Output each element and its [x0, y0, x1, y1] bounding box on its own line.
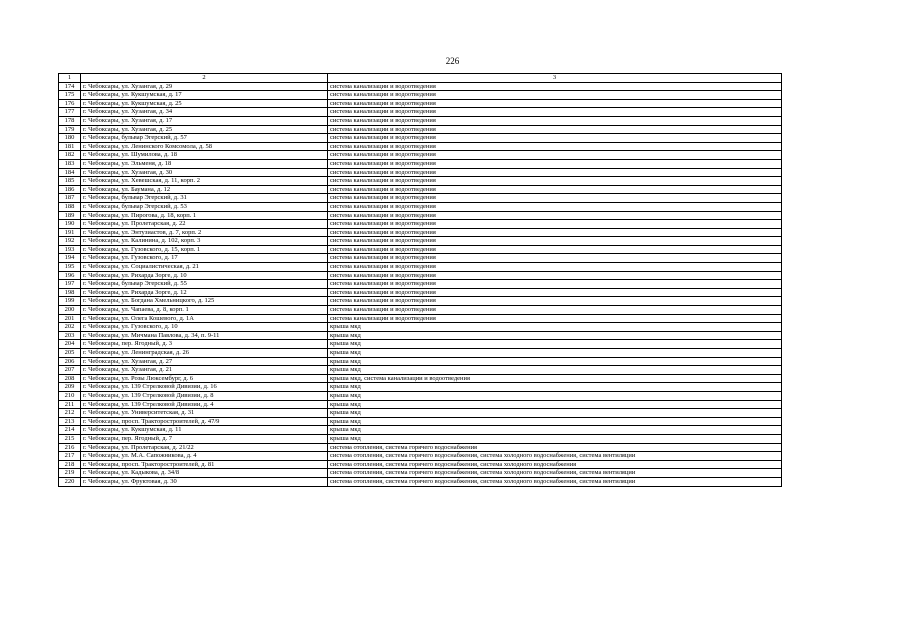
row-number-cell: 189	[59, 211, 81, 220]
address-cell: г. Чебоксары, ул. Хузангая, д. 30	[81, 168, 328, 177]
row-number-cell: 196	[59, 271, 81, 280]
row-number-cell: 183	[59, 159, 81, 168]
address-cell: г. Чебоксары, бульвар Эгерский, д. 55	[81, 280, 328, 289]
row-number-cell: 200	[59, 306, 81, 315]
row-number-cell: 216	[59, 443, 81, 452]
row-number-cell: 215	[59, 434, 81, 443]
row-number-cell: 195	[59, 263, 81, 272]
row-number-cell: 209	[59, 383, 81, 392]
row-number-cell: 190	[59, 220, 81, 229]
works-cell: система отопления, система горячего водоснабжения, система холодного водоснабжения, система вентиляции	[328, 477, 782, 486]
table-row	[59, 159, 782, 168]
table-row	[59, 82, 782, 91]
table-row	[59, 211, 782, 220]
table-row	[59, 383, 782, 392]
table-row	[59, 434, 782, 443]
row-number-cell: 213	[59, 417, 81, 426]
address-cell: г. Чебоксары, ул. Хузангая, д. 25	[81, 125, 328, 134]
row-number-cell: 217	[59, 452, 81, 461]
row-number-cell: 178	[59, 116, 81, 125]
works-cell: крыша мкд	[328, 391, 782, 400]
works-cell: крыша мкд	[328, 323, 782, 332]
table-row	[59, 194, 782, 203]
register-table	[58, 73, 782, 487]
row-number-cell: 176	[59, 99, 81, 108]
works-cell: крыша мкд	[328, 426, 782, 435]
address-cell: г. Чебоксары, ул. Мичмана Павлова, д. 34, п. 9-11	[81, 331, 328, 340]
table-row	[59, 108, 782, 117]
address-cell: г. Чебоксары, ул. Богдана Хмельницкого, д. 125	[81, 297, 328, 306]
address-cell: г. Чебоксары, бульвар Эгерский, д. 57	[81, 134, 328, 143]
address-cell: г. Чебоксары, ул. Кукшумская, д. 25	[81, 99, 328, 108]
table-row	[59, 280, 782, 289]
works-cell: крыша мкд, система канализации и водоотведения	[328, 374, 782, 383]
table-row	[59, 254, 782, 263]
works-cell: крыша мкд	[328, 383, 782, 392]
address-cell: г. Чебоксары, ул. Баумана, д. 12	[81, 185, 328, 194]
row-number-cell: 197	[59, 280, 81, 289]
row-number-cell: 202	[59, 323, 81, 332]
address-cell: г. Чебоксары, ул. Гузовского, д. 15, корп. 1	[81, 245, 328, 254]
table-row	[59, 460, 782, 469]
table-row	[59, 340, 782, 349]
works-cell: система канализации и водоотведения	[328, 314, 782, 323]
address-cell: г. Чебоксары, ул. 139 Стрелковой Дивизии, д. 4	[81, 400, 328, 409]
row-number-cell: 214	[59, 426, 81, 435]
table-header-row	[59, 74, 782, 83]
works-cell: система канализации и водоотведения	[328, 280, 782, 289]
works-cell: система канализации и водоотведения	[328, 82, 782, 91]
table-row	[59, 116, 782, 125]
row-number-cell: 174	[59, 82, 81, 91]
address-cell: г. Чебоксары, ул. Калинина, д. 102, корп. 3	[81, 237, 328, 246]
table-row	[59, 220, 782, 229]
works-cell: крыша мкд	[328, 409, 782, 418]
address-cell: г. Чебоксары, ул. Энтузиастов, д. 7, корп. 2	[81, 228, 328, 237]
row-number-cell: 186	[59, 185, 81, 194]
address-cell: г. Чебоксары, ул. Кукшумская, д. 11	[81, 426, 328, 435]
address-cell: г. Чебоксары, ул. Хузангая, д. 17	[81, 116, 328, 125]
table-row	[59, 357, 782, 366]
row-number-cell: 192	[59, 237, 81, 246]
table-row	[59, 91, 782, 100]
table-row	[59, 185, 782, 194]
row-number-cell: 220	[59, 477, 81, 486]
works-cell: система канализации и водоотведения	[328, 177, 782, 186]
works-cell: система канализации и водоотведения	[328, 151, 782, 160]
address-cell: г. Чебоксары, бульвар Эгерский, д. 31	[81, 194, 328, 203]
address-cell: г. Чебоксары, бульвар Эгерский, д. 53	[81, 202, 328, 211]
works-cell: крыша мкд	[328, 434, 782, 443]
table-row	[59, 477, 782, 486]
address-cell: г. Чебоксары, ул. 139 Стрелковой Дивизии, д. 8	[81, 391, 328, 400]
row-number-cell: 204	[59, 340, 81, 349]
column-header-1: 1	[59, 74, 81, 83]
works-cell: крыша мкд	[328, 400, 782, 409]
table-row	[59, 271, 782, 280]
works-cell: система отопления, система горячего водоснабжения, система холодного водоснабжения, система вентиляции	[328, 469, 782, 478]
table-row	[59, 202, 782, 211]
table-row	[59, 297, 782, 306]
works-cell: система канализации и водоотведения	[328, 306, 782, 315]
row-number-cell: 181	[59, 142, 81, 151]
works-cell: система отопления, система горячего водоснабжения, система холодного водоснабжения	[328, 460, 782, 469]
address-cell: г. Чебоксары, ул. Кукшумская, д. 17	[81, 91, 328, 100]
works-cell: система канализации и водоотведения	[328, 254, 782, 263]
works-cell: система канализации и водоотведения	[328, 202, 782, 211]
works-cell: система канализации и водоотведения	[328, 220, 782, 229]
works-cell: система канализации и водоотведения	[328, 134, 782, 143]
works-cell: система канализации и водоотведения	[328, 116, 782, 125]
address-cell: г. Чебоксары, ул. Пролетарская, д. 22	[81, 220, 328, 229]
address-cell: г. Чебоксары, ул. Ленинского Комсомола, д. 58	[81, 142, 328, 151]
table-row	[59, 314, 782, 323]
address-cell: г. Чебоксары, ул. Ленинградская, д. 26	[81, 349, 328, 358]
row-number-cell: 182	[59, 151, 81, 160]
table-row	[59, 142, 782, 151]
address-cell: г. Чебоксары, ул. Университетская, д. 31	[81, 409, 328, 418]
table-row	[59, 409, 782, 418]
works-cell: система канализации и водоотведения	[328, 159, 782, 168]
table-row	[59, 443, 782, 452]
page-number: 226	[445, 56, 460, 66]
row-number-cell: 203	[59, 331, 81, 340]
works-cell: система канализации и водоотведения	[328, 185, 782, 194]
table-row	[59, 288, 782, 297]
works-cell: крыша мкд	[328, 357, 782, 366]
works-cell: система канализации и водоотведения	[328, 288, 782, 297]
address-cell: г. Чебоксары, пер. Ягодный, д. 3	[81, 340, 328, 349]
table-row	[59, 366, 782, 375]
address-cell: г. Чебоксары, ул. Хузангая, д. 27	[81, 357, 328, 366]
works-cell: система канализации и водоотведения	[328, 228, 782, 237]
address-cell: г. Чебоксары, ул. Хевешская, д. 11, корп. 2	[81, 177, 328, 186]
row-number-cell: 175	[59, 91, 81, 100]
address-cell: г. Чебоксары, пер. Ягодный, д. 7	[81, 434, 328, 443]
works-cell: система канализации и водоотведения	[328, 125, 782, 134]
table-row	[59, 168, 782, 177]
table-row	[59, 125, 782, 134]
works-cell: система канализации и водоотведения	[328, 91, 782, 100]
row-number-cell: 180	[59, 134, 81, 143]
address-cell: г. Чебоксары, ул. 139 Стрелковой Дивизии, д. 16	[81, 383, 328, 392]
column-header-3: 3	[328, 74, 782, 83]
table-row	[59, 245, 782, 254]
works-cell: система канализации и водоотведения	[328, 108, 782, 117]
address-cell: г. Чебоксары, ул. Социалистическая, д. 21	[81, 263, 328, 272]
table-row	[59, 426, 782, 435]
works-cell: крыша мкд	[328, 349, 782, 358]
table-row	[59, 331, 782, 340]
address-cell: г. Чебоксары, ул. Олега Кошевого, д. 1А	[81, 314, 328, 323]
table-row	[59, 349, 782, 358]
works-cell: система канализации и водоотведения	[328, 245, 782, 254]
row-number-cell: 218	[59, 460, 81, 469]
table-row	[59, 228, 782, 237]
row-number-cell: 201	[59, 314, 81, 323]
row-number-cell: 177	[59, 108, 81, 117]
works-cell: крыша мкд	[328, 417, 782, 426]
row-number-cell: 179	[59, 125, 81, 134]
works-cell: система канализации и водоотведения	[328, 263, 782, 272]
address-cell: г. Чебоксары, ул. Эльменя, д. 18	[81, 159, 328, 168]
address-cell: г. Чебоксары, ул. Шумилова, д. 18	[81, 151, 328, 160]
row-number-cell: 198	[59, 288, 81, 297]
works-cell: крыша мкд	[328, 340, 782, 349]
table-row	[59, 177, 782, 186]
address-cell: г. Чебоксары, ул. Рихарда Зорге, д. 12	[81, 288, 328, 297]
row-number-cell: 191	[59, 228, 81, 237]
works-cell: система отопления, система горячего водоснабжения	[328, 443, 782, 452]
table-row	[59, 452, 782, 461]
address-cell: г. Чебоксары, ул. Гузовского, д. 10	[81, 323, 328, 332]
row-number-cell: 208	[59, 374, 81, 383]
works-cell: система канализации и водоотведения	[328, 194, 782, 203]
address-cell: г. Чебоксары, просп. Тракторостроителей, д. 81	[81, 460, 328, 469]
table-row	[59, 323, 782, 332]
table-row	[59, 374, 782, 383]
works-cell: система канализации и водоотведения	[328, 297, 782, 306]
table-row	[59, 151, 782, 160]
works-cell: крыша мкд	[328, 366, 782, 375]
works-cell: крыша мкд	[328, 331, 782, 340]
row-number-cell: 193	[59, 245, 81, 254]
address-cell: г. Чебоксары, просп. Тракторостроителей, д. 47/9	[81, 417, 328, 426]
row-number-cell: 205	[59, 349, 81, 358]
table-row	[59, 400, 782, 409]
row-number-cell: 188	[59, 202, 81, 211]
address-cell: г. Чебоксары, ул. Хузангая, д. 21	[81, 366, 328, 375]
table-row	[59, 391, 782, 400]
address-cell: г. Чебоксары, ул. Рихарда Зорге, д. 10	[81, 271, 328, 280]
address-cell: г. Чебоксары, ул. Пирогова, д. 18, корп. 1	[81, 211, 328, 220]
row-number-cell: 184	[59, 168, 81, 177]
row-number-cell: 185	[59, 177, 81, 186]
address-cell: г. Чебоксары, ул. Гузовского, д. 17	[81, 254, 328, 263]
row-number-cell: 206	[59, 357, 81, 366]
works-cell: система канализации и водоотведения	[328, 142, 782, 151]
table-row	[59, 237, 782, 246]
row-number-cell: 219	[59, 469, 81, 478]
works-cell: система канализации и водоотведения	[328, 237, 782, 246]
address-cell: г. Чебоксары, ул. Кадыкова, д. 34/8	[81, 469, 328, 478]
row-number-cell: 199	[59, 297, 81, 306]
works-cell: система канализации и водоотведения	[328, 99, 782, 108]
address-cell: г. Чебоксары, ул. Чапаева, д. 8, корп. 1	[81, 306, 328, 315]
address-cell: г. Чебоксары, ул. Фруктовая, д. 30	[81, 477, 328, 486]
column-header-2: 2	[81, 74, 328, 83]
row-number-cell: 210	[59, 391, 81, 400]
works-cell: система канализации и водоотведения	[328, 211, 782, 220]
table-row	[59, 417, 782, 426]
table-row	[59, 263, 782, 272]
row-number-cell: 194	[59, 254, 81, 263]
table-row	[59, 134, 782, 143]
row-number-cell: 211	[59, 400, 81, 409]
address-cell: г. Чебоксары, ул. М.А. Сапожникова, д. 4	[81, 452, 328, 461]
address-cell: г. Чебоксары, ул. Розы Люксембург, д. 6	[81, 374, 328, 383]
address-cell: г. Чебоксары, ул. Хузангая, д. 29	[81, 82, 328, 91]
table-row	[59, 306, 782, 315]
works-cell: система канализации и водоотведения	[328, 168, 782, 177]
works-cell: система отопления, система горячего водоснабжения, система холодного водоснабжения, система вентиляции	[328, 452, 782, 461]
row-number-cell: 187	[59, 194, 81, 203]
address-cell: г. Чебоксары, ул. Хузангая, д. 34	[81, 108, 328, 117]
address-cell: г. Чебоксары, ул. Пролетарская, д. 21/22	[81, 443, 328, 452]
table-row	[59, 469, 782, 478]
table-row	[59, 99, 782, 108]
row-number-cell: 212	[59, 409, 81, 418]
row-number-cell: 207	[59, 366, 81, 375]
works-cell: система канализации и водоотведения	[328, 271, 782, 280]
